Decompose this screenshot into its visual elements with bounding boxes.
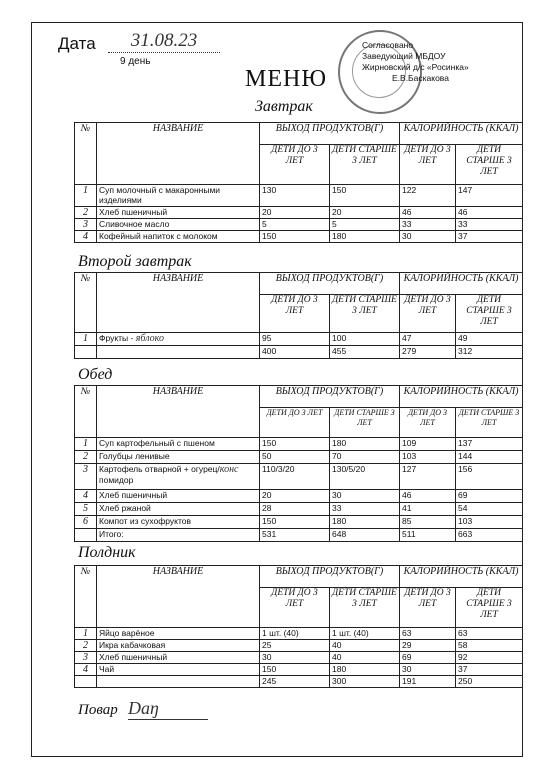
output-old: 100: [330, 333, 400, 346]
row-num: 1: [75, 628, 97, 640]
calories-young: 85: [400, 516, 456, 529]
total-calories-young: 279: [400, 346, 456, 359]
calories-old: 37: [456, 231, 523, 243]
row-num: 1: [75, 333, 97, 346]
col-old: ДЕТИ СТАРШЕ 3 ЛЕТ: [456, 408, 523, 438]
calories-old: 46: [456, 207, 523, 219]
row-num: 2: [75, 640, 97, 652]
total-row: [75, 529, 523, 542]
dish-name: [97, 464, 260, 490]
table-row: [75, 333, 523, 346]
approval-line: Е.В.Баскакова: [392, 73, 449, 83]
col-num: №: [75, 123, 97, 185]
output-old: 180: [330, 664, 400, 676]
dish-name: [97, 333, 260, 346]
table-row: [75, 652, 523, 664]
table-row: [75, 490, 523, 503]
table-row: [75, 503, 523, 516]
output-old: 33: [330, 503, 400, 516]
output-old: 20: [330, 207, 400, 219]
dish-name-text: Фрукты -: [99, 333, 134, 343]
table-row: [75, 464, 523, 490]
row-num: 3: [75, 652, 97, 664]
calories-young: 122: [400, 185, 456, 207]
output-young: 150: [260, 664, 330, 676]
dish-name: Яйцо варёное: [97, 628, 260, 640]
output-old: 180: [330, 231, 400, 243]
total-calories-old: 663: [456, 529, 523, 542]
output-young: 20: [260, 207, 330, 219]
dish-name: Чай: [97, 664, 260, 676]
output-old: 40: [330, 652, 400, 664]
total-row: [75, 346, 523, 359]
row-num: 6: [75, 516, 97, 529]
total-output-young: 400: [260, 346, 330, 359]
calories-young: 127: [400, 464, 456, 490]
dish-name-cont: помидор: [99, 475, 134, 485]
output-young: 20: [260, 490, 330, 503]
page-title: МЕНЮ: [245, 66, 327, 92]
section-title-second-breakfast: Второй завтрак: [78, 253, 192, 270]
output-young: 30: [260, 652, 330, 664]
calories-young: 30: [400, 664, 456, 676]
table-row: [75, 516, 523, 529]
handwritten-fruit: яблоко: [135, 333, 164, 344]
col-young: ДЕТИ ДО 3 ЛЕТ: [400, 408, 456, 438]
row-num: 1: [75, 185, 97, 207]
approval-line: Жирновский д/с «Росинка»: [362, 62, 469, 72]
row-num: 3: [75, 219, 97, 231]
col-young: ДЕТИ ДО 3 ЛЕТ: [260, 408, 330, 438]
calories-old: 137: [456, 438, 523, 451]
dish-name: Хлеб пшеничный: [97, 490, 260, 503]
output-young: 150: [260, 231, 330, 243]
dish-name: Сливочное масло: [97, 219, 260, 231]
col-output: ВЫХОД ПРОДУКТОВ(Г): [260, 386, 400, 408]
col-num: №: [75, 566, 97, 628]
second-breakfast-table: [74, 272, 523, 359]
table-row: [75, 207, 523, 219]
table-row: [75, 438, 523, 451]
row-num: 1: [75, 438, 97, 451]
total-output-old: 648: [330, 529, 400, 542]
col-young: ДЕТИ ДО 3 ЛЕТ: [400, 295, 456, 333]
calories-old: 147: [456, 185, 523, 207]
total-row: [75, 676, 523, 688]
calories-young: 63: [400, 628, 456, 640]
calories-young: 46: [400, 490, 456, 503]
dish-name: Хлеб пшеничный: [97, 207, 260, 219]
approval-line: Согласовано: [362, 40, 414, 50]
table-row: [75, 628, 523, 640]
col-output: ВЫХОД ПРОДУКТОВ(Г): [260, 123, 400, 145]
row-num: 4: [75, 490, 97, 503]
output-young: 150: [260, 438, 330, 451]
cook-signature: Daŋ: [128, 698, 208, 720]
row-num: 2: [75, 451, 97, 464]
calories-old: 37: [456, 664, 523, 676]
total-output-old: 300: [330, 676, 400, 688]
col-calories: КАЛОРИЙНОСТЬ (ККАЛ): [400, 273, 523, 295]
day-number: 9 день: [120, 56, 151, 67]
table-row: [75, 231, 523, 243]
calories-young: 47: [400, 333, 456, 346]
row-num: 3: [75, 464, 97, 490]
col-young: ДЕТИ ДО 3 ЛЕТ: [260, 145, 330, 185]
breakfast-table: [74, 122, 523, 243]
col-old: ДЕТИ СТАРШЕ 3 ЛЕТ: [330, 295, 400, 333]
calories-young: 33: [400, 219, 456, 231]
col-young: ДЕТИ ДО 3 ЛЕТ: [260, 295, 330, 333]
table-row: [75, 185, 523, 207]
col-calories: КАЛОРИЙНОСТЬ (ККАЛ): [400, 386, 523, 408]
calories-old: 92: [456, 652, 523, 664]
section-title-breakfast: Завтрак: [255, 98, 313, 115]
col-old: ДЕТИ СТАРШЕ 3 ЛЕТ: [330, 588, 400, 628]
dish-name: Кофейный напиток с молоком: [97, 231, 260, 243]
col-young: ДЕТИ ДО 3 ЛЕТ: [260, 588, 330, 628]
output-old: 40: [330, 640, 400, 652]
col-num: №: [75, 273, 97, 333]
calories-old: 69: [456, 490, 523, 503]
col-old: ДЕТИ СТАРШЕ 3 ЛЕТ: [456, 145, 523, 185]
cook-label: Повар: [78, 702, 118, 718]
col-name: НАЗВАНИЕ: [97, 123, 260, 185]
dish-name-text: Картофель отварной + огурец/: [99, 464, 220, 474]
output-young: 150: [260, 516, 330, 529]
col-name: НАЗВАНИЕ: [97, 386, 260, 438]
table-row: [75, 451, 523, 464]
col-num: №: [75, 386, 97, 438]
output-young: 5: [260, 219, 330, 231]
output-old: 150: [330, 185, 400, 207]
calories-young: 30: [400, 231, 456, 243]
dish-name: Компот из сухофруктов: [97, 516, 260, 529]
dish-name: Голубцы ленивые: [97, 451, 260, 464]
output-young: 25: [260, 640, 330, 652]
col-output: ВЫХОД ПРОДУКТОВ(Г): [260, 273, 400, 295]
row-num: 2: [75, 207, 97, 219]
calories-old: 156: [456, 464, 523, 490]
lunch-table: [74, 385, 523, 542]
section-title-snack: Полдник: [78, 544, 136, 561]
output-young: 95: [260, 333, 330, 346]
calories-old: 33: [456, 219, 523, 231]
col-old: ДЕТИ СТАРШЕ 3 ЛЕТ: [456, 588, 523, 628]
total-output-old: 455: [330, 346, 400, 359]
snack-table: [74, 565, 523, 688]
calories-young: 29: [400, 640, 456, 652]
calories-young: 69: [400, 652, 456, 664]
col-young: ДЕТИ ДО 3 ЛЕТ: [400, 588, 456, 628]
dish-name: Хлеб ржаной: [97, 503, 260, 516]
output-old: 130/5/20: [330, 464, 400, 490]
row-num: 4: [75, 231, 97, 243]
col-name: НАЗВАНИЕ: [97, 273, 260, 333]
total-output-young: 531: [260, 529, 330, 542]
col-old: ДЕТИ СТАРШЕ 3 ЛЕТ: [330, 408, 400, 438]
calories-young: 109: [400, 438, 456, 451]
total-calories-old: 312: [456, 346, 523, 359]
output-young: 130: [260, 185, 330, 207]
date-label: Дата: [58, 34, 96, 53]
calories-old: 103: [456, 516, 523, 529]
output-young: 110/3/20: [260, 464, 330, 490]
output-young: 50: [260, 451, 330, 464]
col-output: ВЫХОД ПРОДУКТОВ(Г): [260, 566, 400, 588]
output-old: 5: [330, 219, 400, 231]
total-label: Итого:: [97, 529, 260, 542]
output-old: 180: [330, 516, 400, 529]
col-calories: КАЛОРИЙНОСТЬ (ККАЛ): [400, 123, 523, 145]
output-old: 30: [330, 490, 400, 503]
calories-old: 49: [456, 333, 523, 346]
col-old: ДЕТИ СТАРШЕ 3 ЛЕТ: [330, 145, 400, 185]
total-calories-young: 191: [400, 676, 456, 688]
row-num: 4: [75, 664, 97, 676]
col-calories: КАЛОРИЙНОСТЬ (ККАЛ): [400, 566, 523, 588]
dish-name: Икра кабачковая: [97, 640, 260, 652]
output-old: 1 шт. (40): [330, 628, 400, 640]
calories-old: 58: [456, 640, 523, 652]
table-row: [75, 664, 523, 676]
total-calories-young: 511: [400, 529, 456, 542]
approval-block: [362, 40, 512, 84]
dish-name: Суп молочный с макаронными изделиями: [97, 185, 260, 207]
calories-old: 63: [456, 628, 523, 640]
table-row: [75, 219, 523, 231]
dish-name: Хлеб пшеничный: [97, 652, 260, 664]
col-name: НАЗВАНИЕ: [97, 566, 260, 628]
handwritten-note: конс: [219, 464, 239, 475]
row-num: 5: [75, 503, 97, 516]
calories-old: 144: [456, 451, 523, 464]
table-row: [75, 640, 523, 652]
output-old: 180: [330, 438, 400, 451]
col-young: ДЕТИ ДО 3 ЛЕТ: [400, 145, 456, 185]
calories-young: 46: [400, 207, 456, 219]
output-old: 70: [330, 451, 400, 464]
total-calories-old: 250: [456, 676, 523, 688]
section-title-lunch: Обед: [78, 366, 113, 383]
output-young: 28: [260, 503, 330, 516]
calories-old: 54: [456, 503, 523, 516]
dish-name: Суп картофельный с пшеном: [97, 438, 260, 451]
calories-young: 103: [400, 451, 456, 464]
approval-line: Заведующий МБДОУ: [362, 51, 446, 61]
calories-young: 41: [400, 503, 456, 516]
output-young: 1 шт. (40): [260, 628, 330, 640]
col-old: ДЕТИ СТАРШЕ 3 ЛЕТ: [456, 295, 523, 333]
date-value: 31.08.23: [108, 30, 220, 53]
total-output-young: 245: [260, 676, 330, 688]
